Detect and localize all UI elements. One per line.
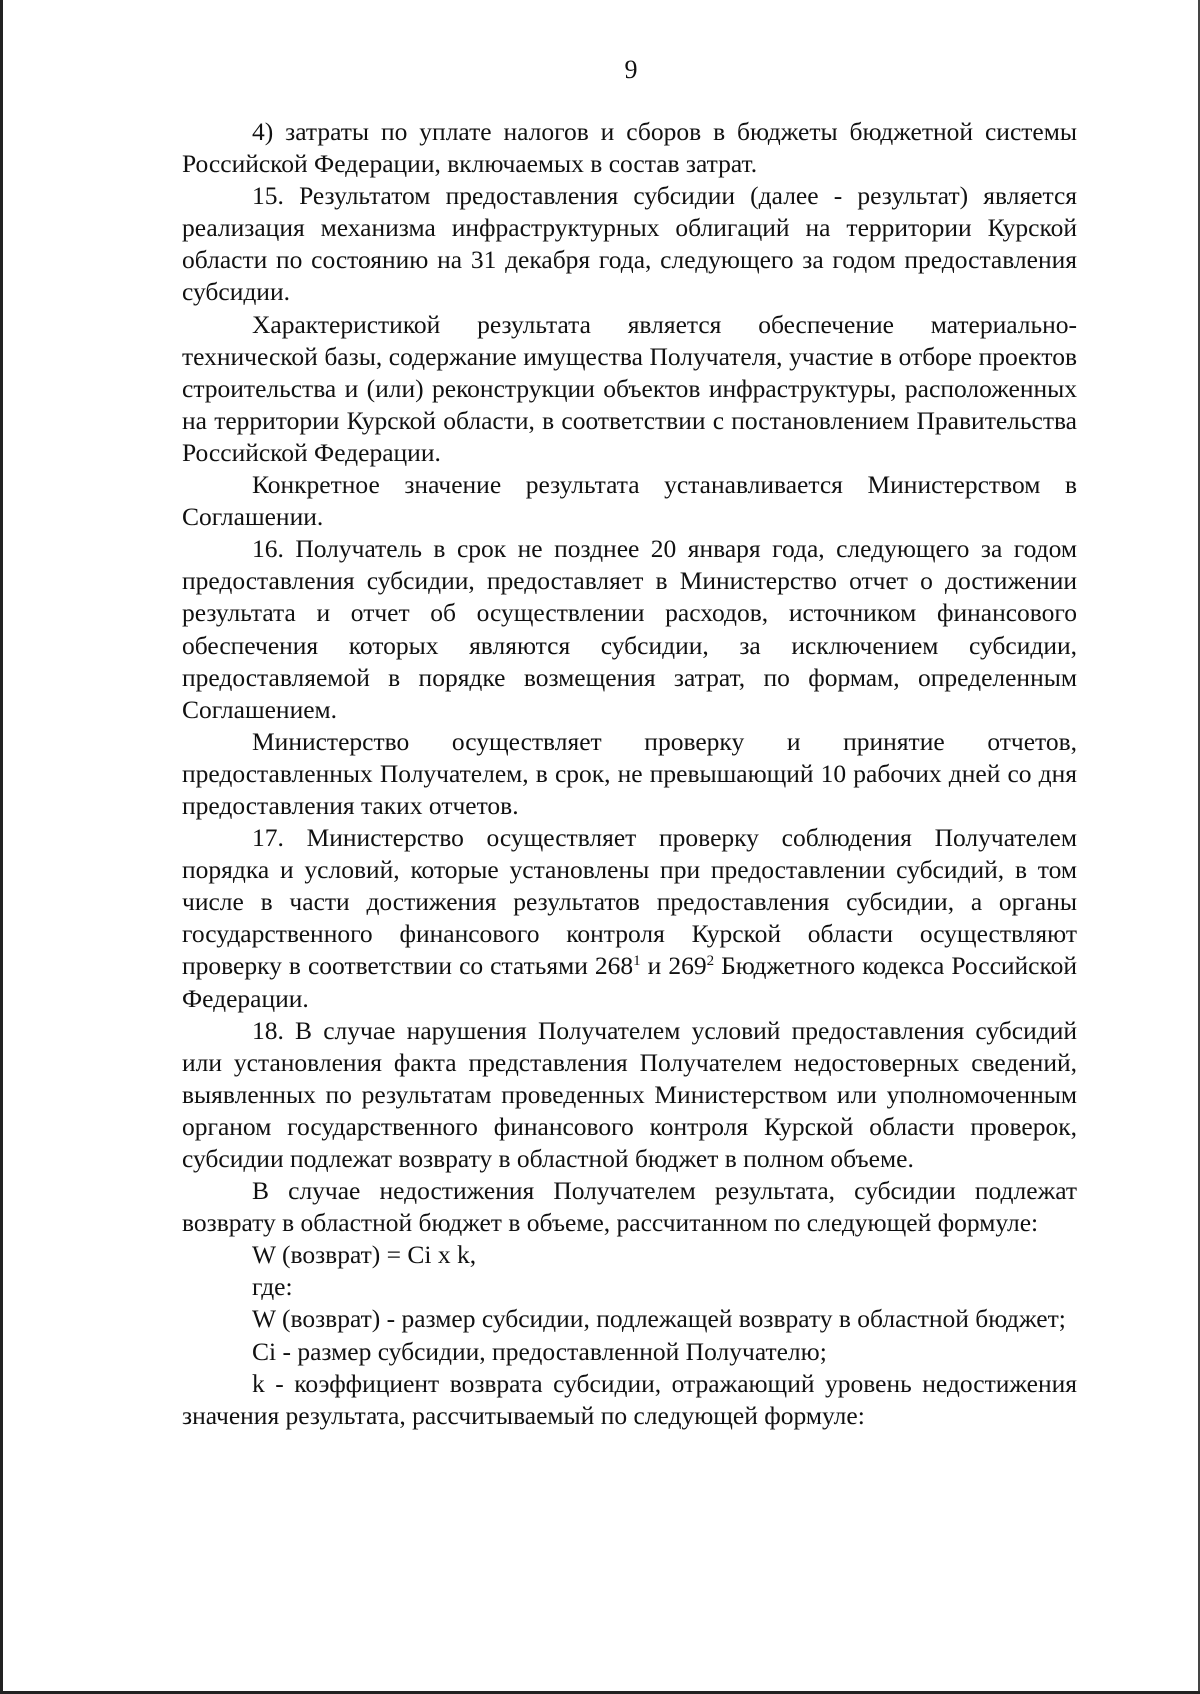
formula-return: W (возврат) = Ci x k, bbox=[252, 1240, 477, 1270]
paragraph-17-text-middle: и 269 bbox=[640, 951, 707, 981]
scan-edge-left bbox=[0, 0, 3, 1694]
page-number: 9 bbox=[624, 55, 638, 84]
definition-k: k - коэффициент возврата субсидии, отражающий уровень недостижения значения результата, рассчитываемый по следующей формуле: bbox=[182, 1368, 1077, 1430]
formula-where: где: bbox=[252, 1272, 293, 1302]
paragraph-non-achievement: В случае недостижения Получателем результата, субсидии подлежат возврату в областной бюджет в объеме, рассчитанном по следующей формуле: bbox=[182, 1176, 1077, 1238]
definition-w: W (возврат) - размер субсидии, подлежащей возврату в областной бюджет; bbox=[252, 1304, 1066, 1334]
paragraph-result-characteristic: Характеристикой результата является обеспечение материально-технической базы, содержание имущества Получателя, участие в отборе проектов строительства и (или) реконструкции объектов инфраструктуры, расположенных на территории Курской области, в соответствии с постановлением Правительства Российской Федерации. bbox=[182, 309, 1077, 467]
superscript-1: 1 bbox=[633, 953, 641, 970]
paragraph-item-4: 4) затраты по уплате налогов и сборов в бюджеты бюджетной системы Российской Федерации, включаемых в состав затрат. bbox=[182, 117, 1077, 179]
paragraph-17-text-end: Бюджетного кодекса Российской Федерации. bbox=[182, 951, 1077, 1013]
paragraph-result-value: Конкретное значение результата устанавливается Министерством в Соглашении. bbox=[182, 470, 1077, 532]
paragraph-17 bbox=[182, 822, 1077, 1015]
paragraph-17-text-start: 17. Министерство осуществляет проверку соблюдения Получателем порядка и условий, которые установлены при предоставлении субсидий, в том числе в части достижения результатов предоставления субсидии, а органы государственного финансового контроля Курской области осуществляют проверку в соответствии со статьями 268 bbox=[182, 823, 1077, 981]
paragraph-15: 15. Результатом предоставления субсидии (далее - результат) является реализация механизма инфраструктурных облигаций на территории Курской области по состоянию на 31 декабря года, следующего за годом предоставления субсидии. bbox=[182, 181, 1077, 307]
document-body bbox=[182, 116, 1077, 1432]
superscript-2: 2 bbox=[706, 953, 715, 970]
definition-ci: Ci - размер субсидии, предоставленной Получателю; bbox=[252, 1336, 827, 1366]
paragraph-16: 16. Получатель в срок не позднее 20 января года, следующего за годом предоставления субсидии, предоставляет в Министерство отчет о достижении результата и отчет об осуществлении расходов, источником финансового обеспечения которых являются субсидии, за исключением субсидии, предоставляемой в порядке возмещения затрат, по формам, определенным Соглашением. bbox=[182, 534, 1077, 724]
paragraph-report-check: Министерство осуществляет проверку и принятие отчетов, предоставленных Получателем, в срок, не превышающий 10 рабочих дней со дня предоставления таких отчетов. bbox=[182, 726, 1077, 820]
paragraph-18: 18. В случае нарушения Получателем условий предоставления субсидий или установления факта представления Получателем недостоверных сведений, выявленных по результатам проведенных Министерством или уполномоченным органом государственного финансового контроля Курской области проверок, субсидии подлежат возврату в областной бюджет в полном объеме. bbox=[182, 1015, 1077, 1173]
